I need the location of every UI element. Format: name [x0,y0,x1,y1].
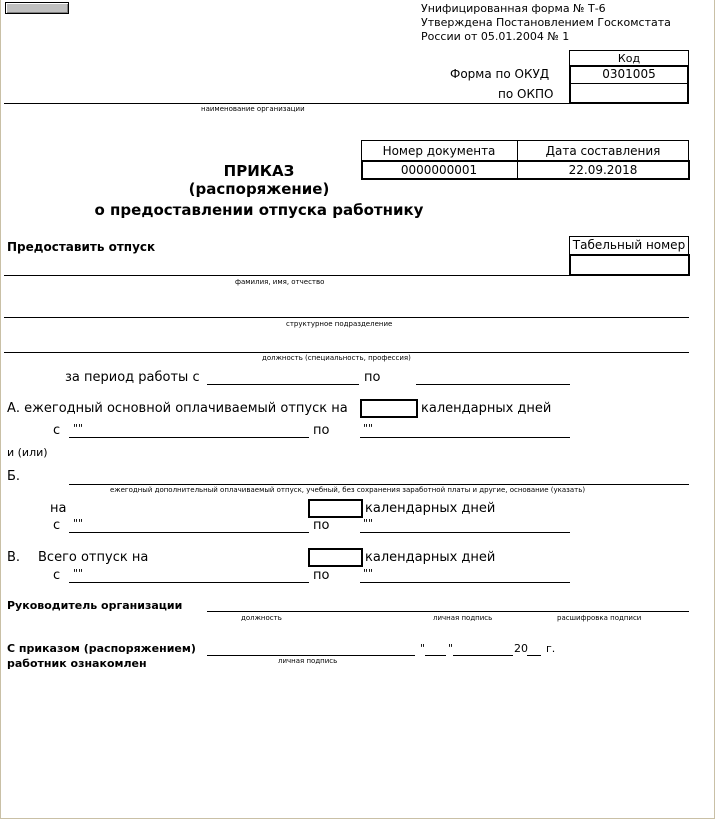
doc-date-value[interactable]: 22.09.2018 [568,163,638,177]
section-v-to-quotes: "" [363,567,374,580]
okpo-label: по ОКПО [498,87,554,101]
ack-year-line[interactable] [527,655,541,656]
toolbar-button[interactable] [5,2,69,14]
section-v-total-label: Всего отпуск на [38,550,149,565]
section-v-to-label: по [313,568,330,583]
title-line1: ПРИКАЗ [223,162,295,180]
position-caption: должность (специальность, профессия) [262,354,411,362]
section-v-to-line[interactable] [360,582,570,583]
ack-line2: работник ознакомлен [7,657,147,670]
section-b-from-label: с [53,518,61,533]
section-a-from-label: с [53,423,61,438]
period-from-line[interactable] [207,384,359,385]
section-b-from-quotes: "" [73,517,84,530]
section-a-to-quotes: "" [363,422,374,435]
doc-number-label: Номер документа [382,144,496,158]
org-name-line[interactable] [4,103,569,104]
kod-label: Код [617,52,641,65]
head-decode-caption: расшифровка подписи [557,614,642,622]
section-b-to-label: по [313,518,330,533]
section-b-to-line[interactable] [360,532,570,533]
fio-caption: фамилия, имя, отчество [235,278,325,286]
form-header-line3: России от 05.01.2004 № 1 [421,30,570,43]
form-header-line2: Утверждена Постановлением Госкомстата [421,16,671,29]
head-sign-caption: личная подпись [433,614,493,622]
section-v-from-label: с [53,568,61,583]
tabel-label: Табельный номер [572,238,686,252]
section-b-days-label: календарных дней [365,501,496,516]
title-line2: (распоряжение) [188,180,330,198]
and-or-label: и (или) [7,446,48,459]
title-line3: о предоставлении отпуска работнику [94,201,424,219]
kod-header-cell [569,50,689,66]
section-b-caption: ежегодный дополнительный оплачиваемый отпуск, учебный, без сохранения заработной платы и другие, основание (указать) [110,486,586,494]
section-a-to-label: по [313,423,330,438]
section-v-from-quotes: "" [73,567,84,580]
dept-caption: структурное подразделение [286,320,393,328]
fio-line[interactable] [4,275,569,276]
section-v-from-line[interactable] [69,582,309,583]
ack-sign-caption: личная подпись [278,657,338,665]
form-header-line1: Унифицированная форма № Т-6 [421,2,606,15]
tabel-number-input[interactable] [569,254,690,276]
head-label: Руководитель организации [7,599,183,612]
okud-label: Форма по ОКУД [450,67,550,81]
ack-year-prefix: 20 [514,642,528,655]
ack-day-line[interactable] [425,655,446,656]
ack-signature-line[interactable] [207,655,415,656]
period-to-label: по [364,370,381,385]
section-b-days-input[interactable] [308,499,363,518]
period-label: за период работы с [65,370,200,385]
okud-value[interactable]: 0301005 [602,67,656,81]
section-v-label: В. [7,550,21,565]
section-b-to-quotes: "" [363,517,374,530]
grant-label: Предоставить отпуск [7,240,156,254]
dept-line[interactable] [4,317,689,318]
section-a-from-quotes: "" [73,422,84,435]
section-a-days-label: календарных дней [421,401,552,416]
section-v-days-input[interactable] [308,548,363,567]
section-b-label: Б. [7,469,21,484]
ack-month-line[interactable] [453,655,513,656]
ack-line1: С приказом (распоряжением) [7,642,196,655]
section-v-days-label: календарных дней [365,550,496,565]
org-caption: наименование организации [201,105,305,113]
doc-number-value[interactable]: 0000000001 [400,163,478,177]
ack-date-quote-open: " [420,642,426,655]
position-line[interactable] [4,352,689,353]
doc-date-label: Дата составления [545,144,661,158]
section-a-days-input[interactable] [360,399,418,418]
section-b-desc-line[interactable] [69,484,689,485]
section-a-to-line[interactable] [360,437,570,438]
ack-date-quote-close: " [448,642,454,655]
codes-divider [569,83,689,84]
section-b-from-line[interactable] [69,532,309,533]
ack-year-suffix: г. [546,642,556,655]
tabel-header-cell [569,236,689,255]
section-a-from-line[interactable] [69,437,309,438]
section-b-on-label: на [50,501,67,516]
head-signature-line[interactable] [207,611,689,612]
period-to-line[interactable] [416,384,570,385]
section-a-label: А. ежегодный основной оплачиваемый отпуск на [7,401,348,416]
head-position-caption: должность [241,614,282,622]
